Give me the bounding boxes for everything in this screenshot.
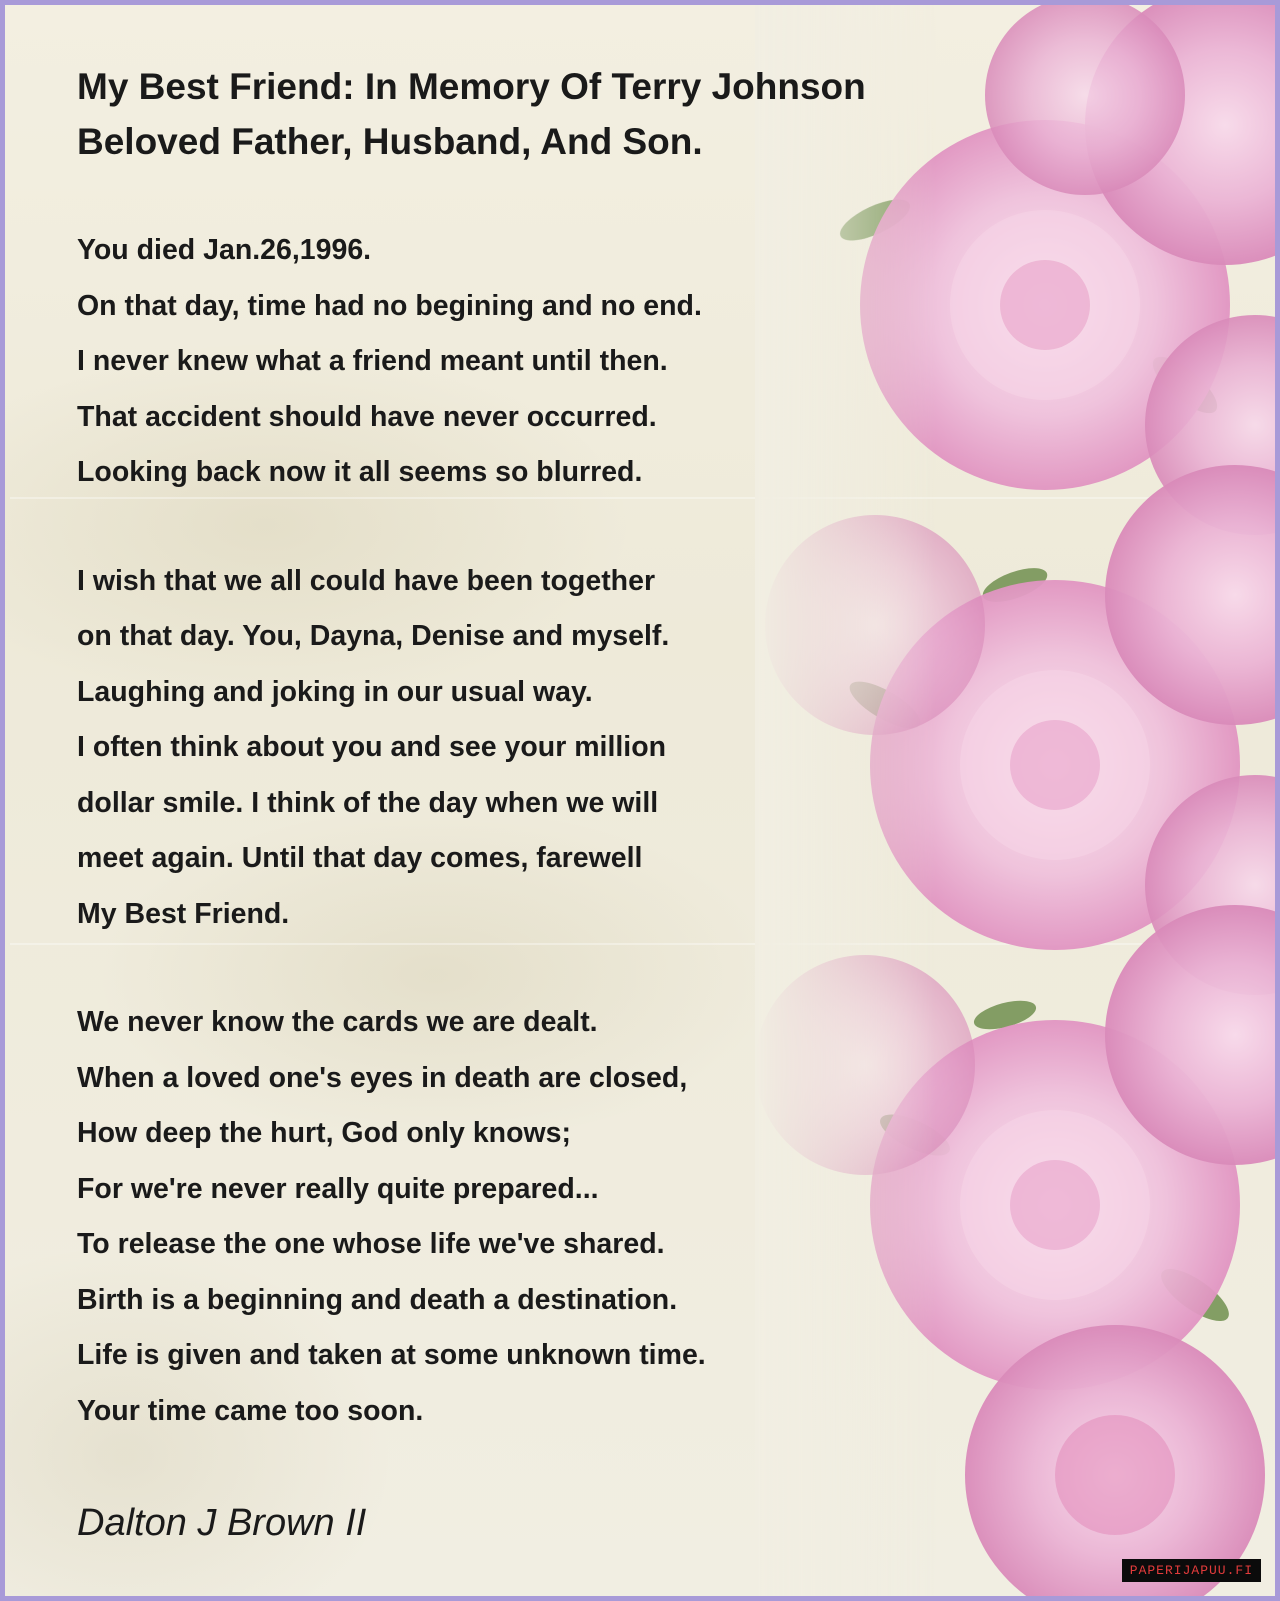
poem-line: Life is given and taken at some unknown time. — [77, 1339, 706, 1371]
poem-line: dollar smile. I think of the day when we will — [77, 786, 659, 819]
author-signature: Dalton J Brown II — [77, 1502, 367, 1544]
poem-line: How deep the hurt, God only knows; — [77, 1117, 572, 1149]
title-line: Beloved Father, Husband, And Son. — [77, 121, 703, 162]
poem-line: on that day. You, Dayna, Denise and myself. — [77, 620, 670, 652]
poem-line: We never know the cards we are dealt. — [77, 1006, 598, 1038]
poem-line: Your time came too soon. — [77, 1394, 424, 1427]
stanza-3 — [77, 995, 1097, 1439]
site-watermark: PAPERIJAPUU.FI — [1122, 1559, 1261, 1582]
poem-line: That accident should have never occurred. — [77, 400, 657, 433]
poem-line: I often think about you and see your million — [77, 731, 667, 763]
poem-line: On that day, time had no begining and no end. — [77, 289, 702, 322]
poem-line: I never knew what a friend meant until then. — [77, 345, 668, 377]
poem-line: Birth is a beginning and death a destination. — [77, 1283, 678, 1316]
stanza-2 — [77, 554, 1097, 943]
poem-line: For we're never really quite prepared... — [77, 1172, 599, 1205]
poem-line: To release the one whose life we've shared. — [77, 1228, 665, 1260]
poem-line: When a loved one's eyes in death are closed, — [77, 1061, 688, 1094]
poem-title — [77, 59, 1097, 169]
poem-line: You died Jan.26,1996. — [77, 234, 372, 266]
title-line: My Best Friend: In Memory Of Terry Johnson — [77, 66, 866, 107]
poem-line: meet again. Until that day comes, farewell — [77, 842, 643, 874]
poem-body — [77, 59, 1097, 1439]
poem-line: Laughing and joking in our usual way. — [77, 675, 593, 708]
poem-line: I wish that we all could have been together — [77, 564, 656, 597]
stanza-1 — [77, 223, 1097, 501]
poem-line: My Best Friend. — [77, 897, 290, 930]
poem-line: Looking back now it all seems so blurred. — [77, 456, 643, 488]
